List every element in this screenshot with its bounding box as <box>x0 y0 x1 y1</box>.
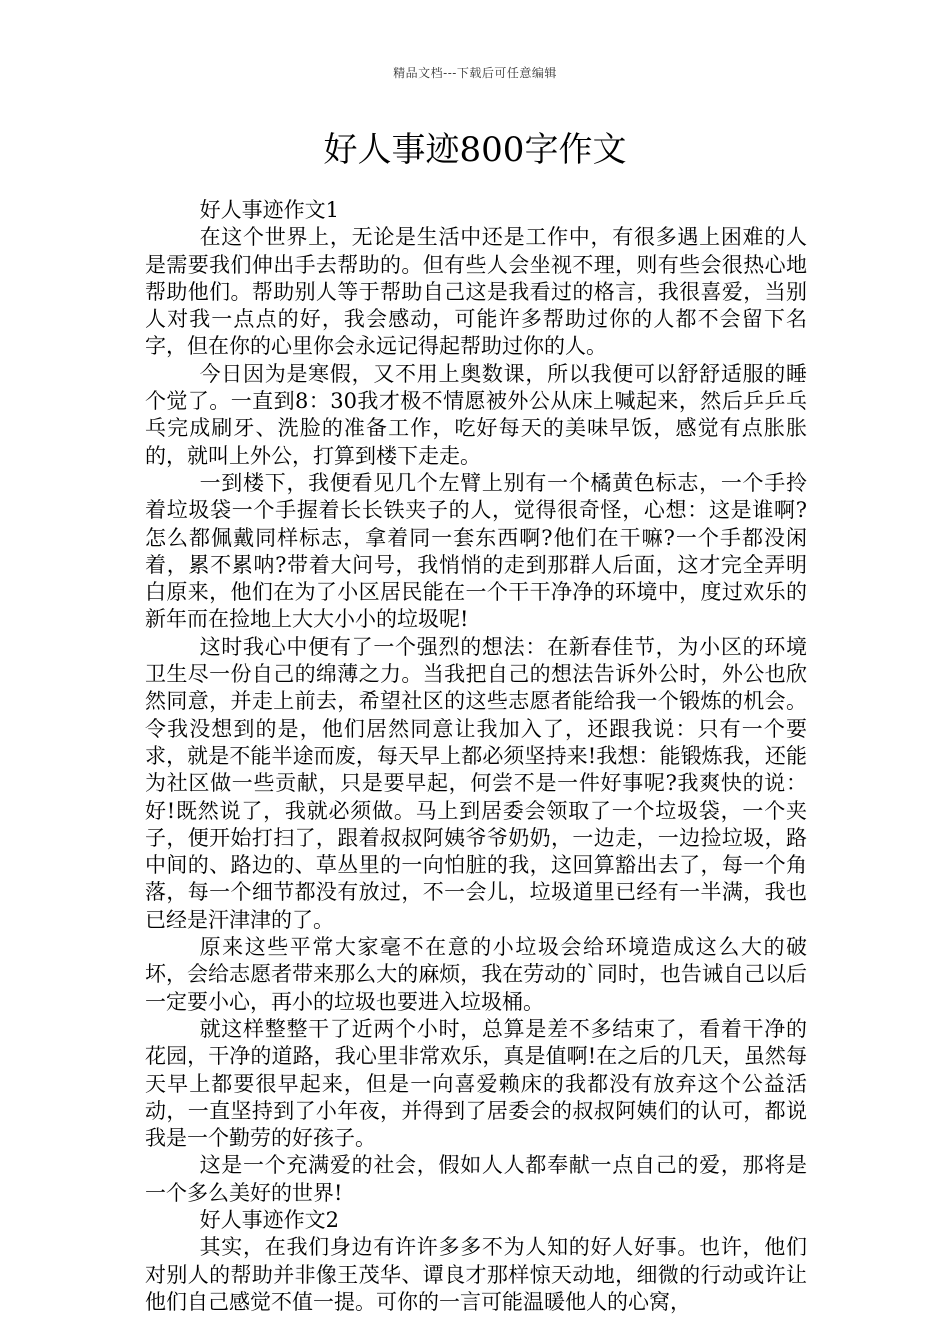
section-heading-1: 好人事迹作文1 <box>199 198 339 222</box>
paragraph: 这时我心中便有了一个强烈的想法：在新春佳节，为小区的环境卫生尽一份自己的绵薄之力。当我把自己的想法告诉外公时，外公也欣然同意，并走上前去，希望社区的这些志愿者能给我一个锻炼的机会。令我没想到的是，他们居然同意让我加入了，还跟我说：只有一个要求，就是不能半途而废，每天早上都必须坚持来!我想：能锻炼我，还能为社区做一些贡献，只是要早起，何尝不是一件好事呢?我爽快的说：好!既然说了，我就必须做。马上到居委会领取了一个垃圾袋，一个夹子，便开始打扫了，跟着叔叔阿姨爷爷奶奶，一边走，一边捡垃圾，路中间的、路边的、草丛里的一向怕脏的我，这回算豁出去了，每一个角落，每一个细节都没有放过，不一会儿，垃圾道里已经有一半满，我也已经是汗津津的了。 <box>145 634 807 932</box>
paragraph: 今日因为是寒假，又不用上奥数课，所以我便可以舒舒适服的睡个觉了。一直到8：30我才极不情愿被外公从床上喊起来，然后乒乒乓乓完成刷牙、洗脸的准备工作，吃好每天的美味早饭，感觉有点胀胀的，就叫上外公，打算到楼下走走。 <box>145 361 807 468</box>
paragraph: 一到楼下，我便看见几个左臂上别有一个橘黄色标志，一个手拎着垃圾袋一个手握着长长铁夹子的人，觉得很奇怪，心想：这是谁啊?怎么都佩戴同样标志，拿着同一套东西啊?他们在干嘛?一个手都没闲着，累不累呐?带着大问号，我悄悄的走到那群人后面，这才完全弄明白原来，他们在为了小区居民能在一个干干净净的环境中，度过欢乐的新年而在捡地上大大小小的垃圾呢! <box>145 470 807 632</box>
paragraph: 其实，在我们身边有许许多多不为人知的好人好事。也许，他们对别人的帮助并非像王茂华、谭良才那样惊天动地，细微的行动或许让他们自己感觉不值一提。可你的一言可能温暖他人的心窝， <box>145 1235 807 1314</box>
page-header: 精品文档---下载后可任意编辑 <box>393 66 557 80</box>
document-body <box>145 197 807 1316</box>
document-title: 好人事迹800字作文 <box>323 130 627 170</box>
paragraph: 这是一个充满爱的社会，假如人人都奉献一点自己的爱，那将是一个多么美好的世界! <box>145 1153 807 1205</box>
paragraph: 就这样整整干了近两个小时，总算是差不多结束了，看着干净的花园，干净的道路，我心里非常欢乐，真是值啊!在之后的几天，虽然每天早上都要很早起来，但是一向喜爱赖床的我都没有放弃这个公益活动，一直坚持到了小年夜，并得到了居委会的叔叔阿姨们的认可，都说我是一个勤劳的好孩子。 <box>145 1016 807 1151</box>
paragraph: 在这个世界上，无论是生活中还是工作中，有很多遇上困难的人是需要我们伸出手去帮助的。但有些人会坐视不理，则有些会很热心地帮助他们。帮助别人等于帮助自己这是我看过的格言，我很喜爱，当别人对我一点点的好，我会感动，可能许多帮助过你的人都不会留下名字，但在你的心里你会永远记得起帮助过你的人。 <box>145 225 807 359</box>
paragraph: 原来这些平常大家毫不在意的小垃圾会给环境造成这么大的破坏，会给志愿者带来那么大的麻烦，我在劳动的`同时，也告诫自己以后一定要小心，再小的垃圾也要进入垃圾桶。 <box>145 935 807 1014</box>
section-heading-2: 好人事迹作文2 <box>199 1207 339 1232</box>
